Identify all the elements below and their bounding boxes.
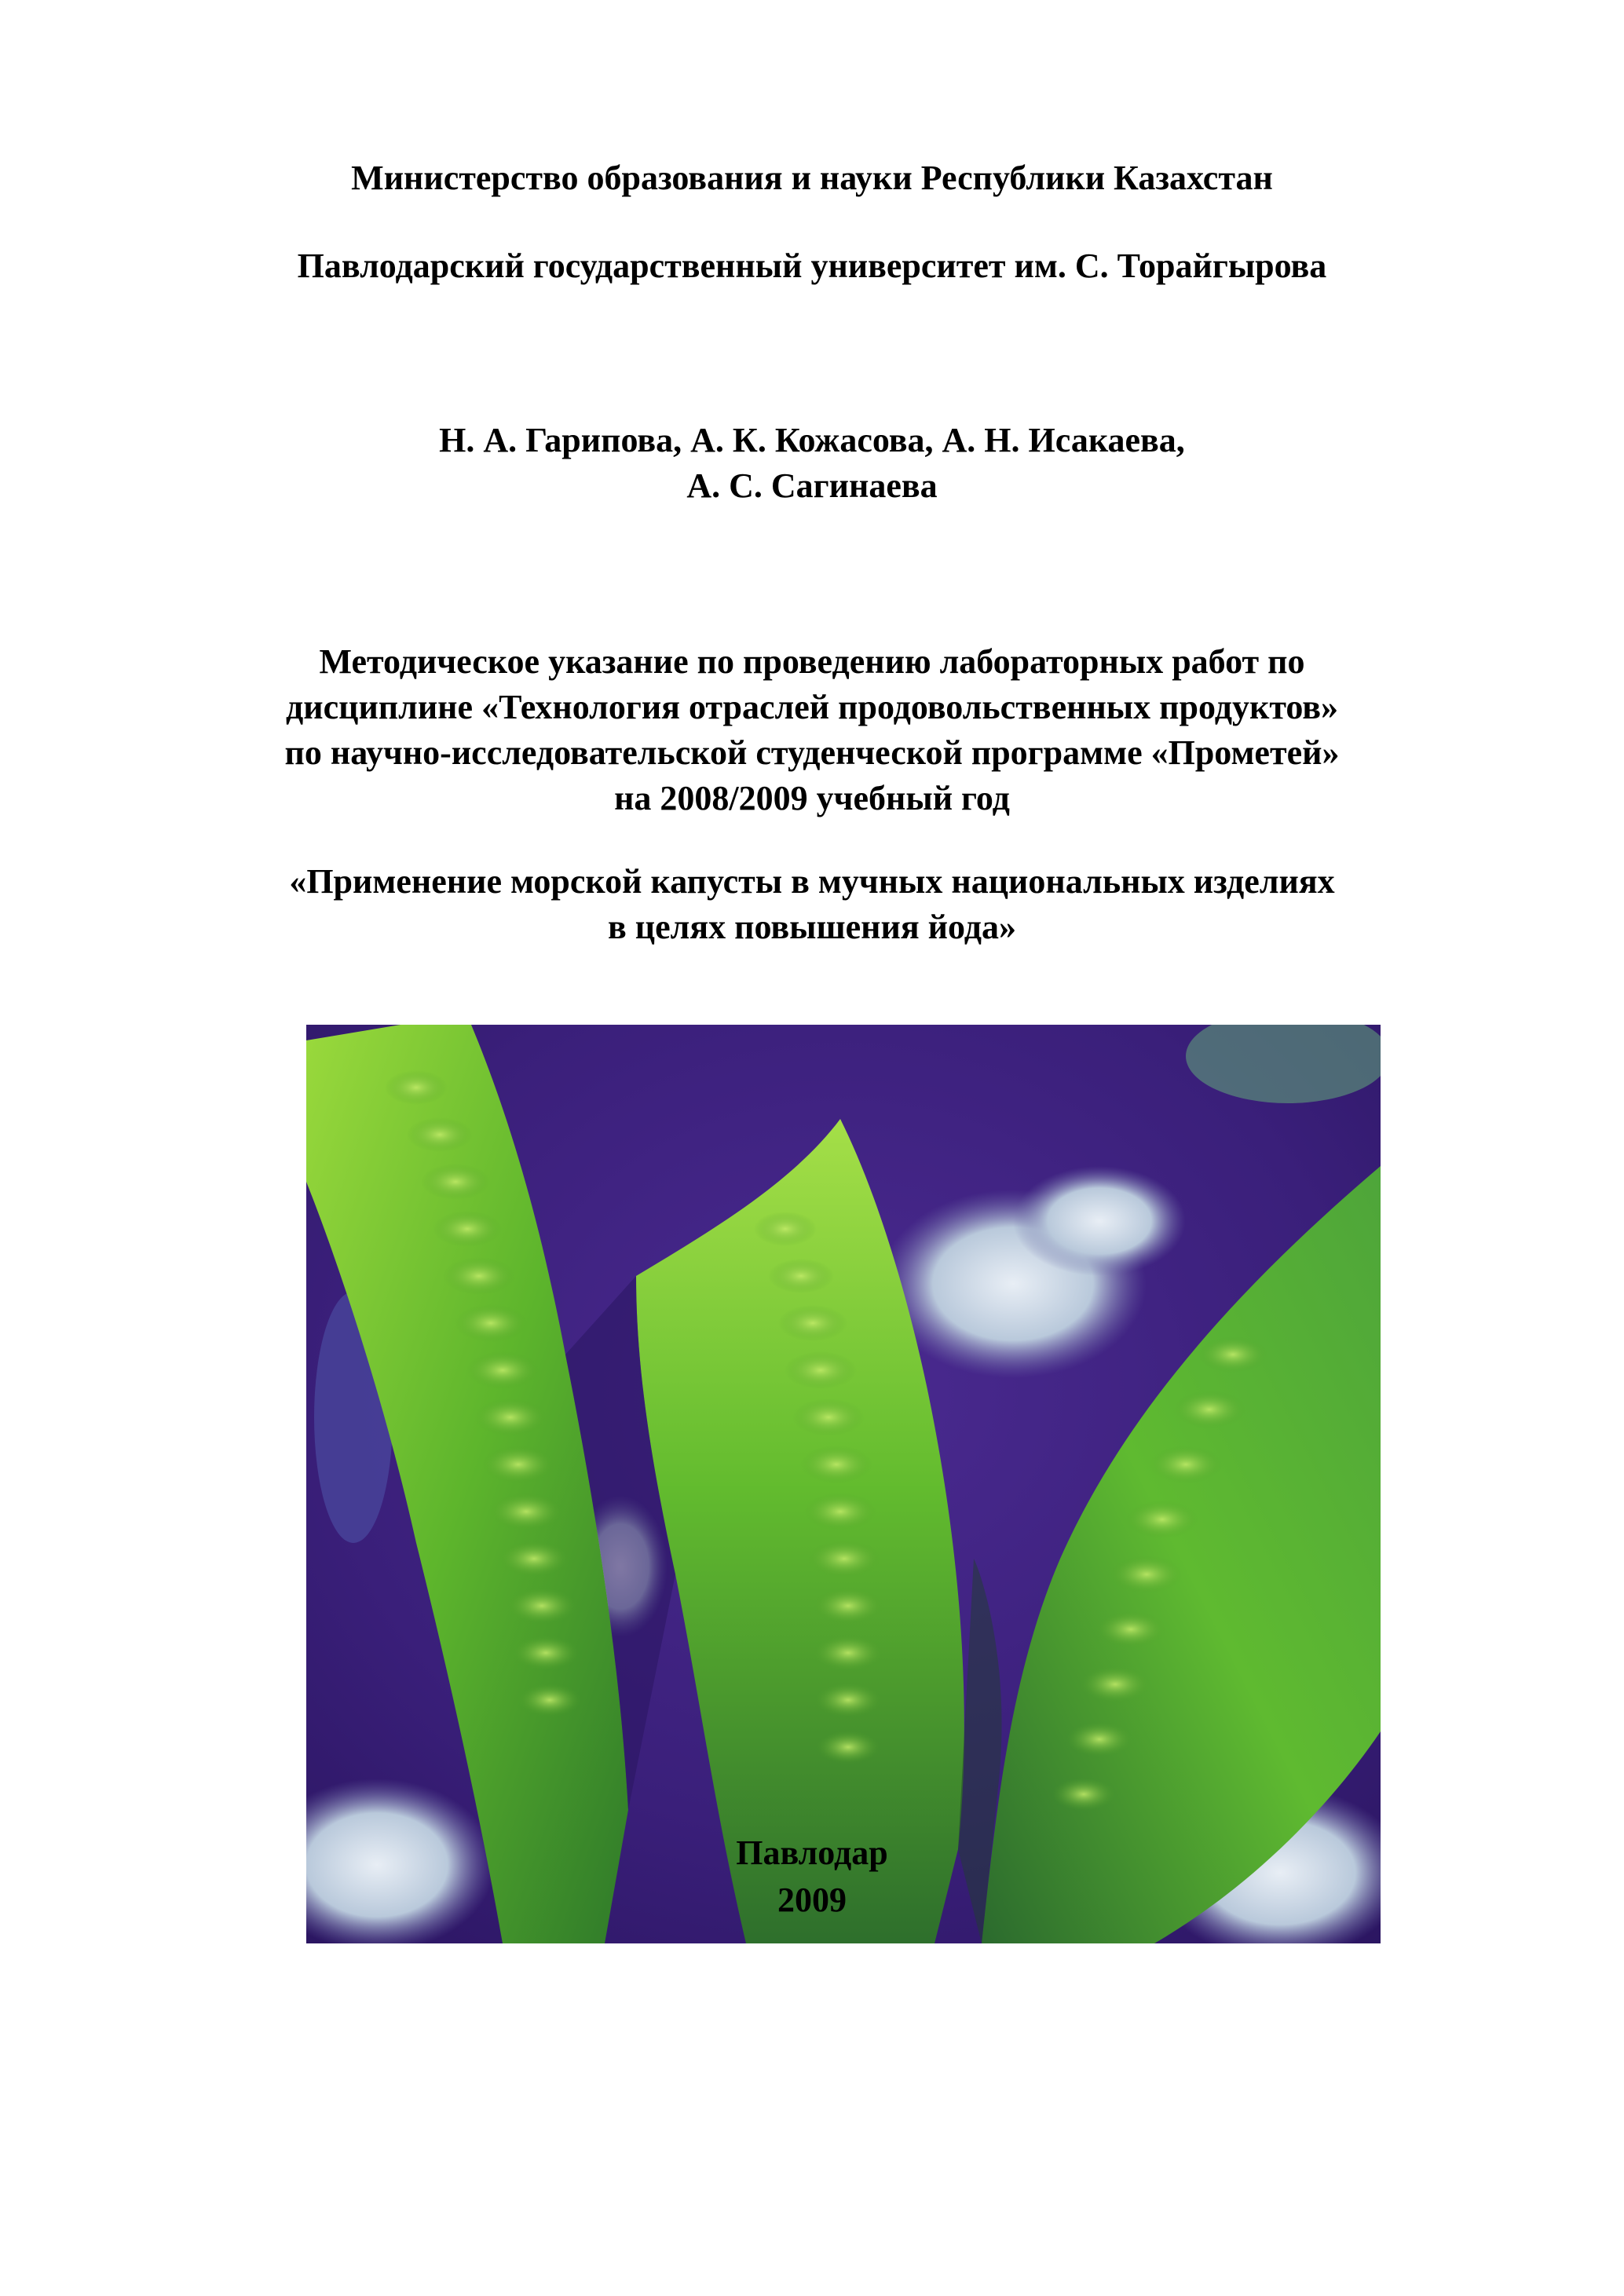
topic-line: в целях повышения йода» [607,908,1017,946]
imprint-block [0,1830,1624,1924]
authors-line: Н. А. Гарипова, А. К. Кожасова, А. Н. Исакаева, [439,421,1185,459]
cover-image [306,1025,1381,1943]
method-description [0,639,1624,821]
topic-title [0,859,1624,950]
authors-block [0,418,1624,509]
method-line: по научно-исследовательской студенческой программе «Прометей» [284,733,1340,772]
method-line: Методическое указание по проведению лабораторных работ по [319,642,1305,681]
authors-line: А. С. Сагинаева [686,466,938,505]
method-line: дисциплине «Технология отраслей продовольственных продуктов» [285,688,1339,726]
seaweed-photo-icon [306,1025,1381,1943]
university-title: Павлодарский государственный университет им. С. Торайгырова [297,247,1327,285]
publication-year: 2009 [777,1881,847,1919]
method-line: на 2008/2009 учебный год [614,779,1010,817]
ministry-title: Министерство образования и науки Республики Казахстан [351,159,1273,197]
publication-city: Павлодар [736,1834,888,1872]
topic-line: «Применение морской капусты в мучных национальных изделиях [289,862,1335,901]
